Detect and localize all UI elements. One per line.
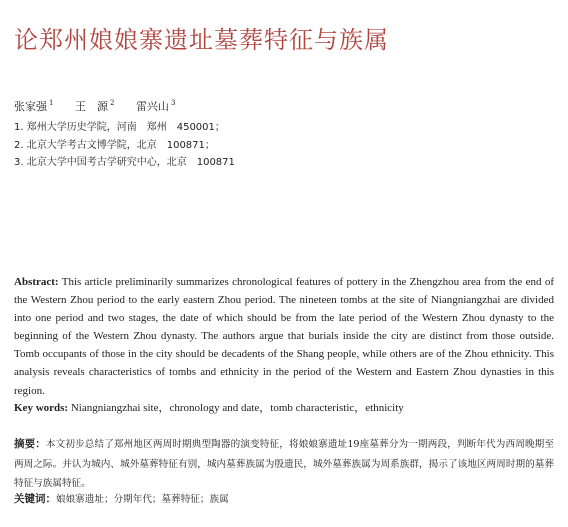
chinese-abstract-text: 本文初步总结了郑州地区两周时期典型陶器的演变特征，将娘娘寨遗址19座墓葬分为一期两段，判断年代为西周晚期至两周之际。并认为城内、城外墓葬特征有别，城内墓葬族属为殷遗民，城外墓葬族属为周系族群，揭示了该地区两周时期的墓葬特征与族属特征。 xyxy=(14,439,554,489)
author-list xyxy=(14,98,193,114)
affiliation: 1. 郑州大学历史学院，河南 郑州 450001； xyxy=(14,122,225,133)
paper-title: 论郑州娘娘寨遗址墓葬特征与族属 xyxy=(14,26,389,54)
affiliation-list xyxy=(14,119,554,172)
english-abstract xyxy=(14,273,554,400)
english-abstract-text: This article preliminarily summarizes chronological features of pottery in the Zhengzhou area from the end of the Western Zhou period to the early eastern Zhou period. The nineteen tombs at the site of Niangniangzhai are divided into one period and two stages, the date of which should be from the late period of the Western Zhou dynasty to the beginning of the Western Zhou dynasty. The authors argue that burials inside the city are distinct from those outside. Tomb occupants of those in the city should be decadents of the Shang people, while others are of the Zhou ethnicity. This analysis reveals characteristics of tombs and ethnicity in the period of the Western and Eastern Zhou dynasties in this region. xyxy=(14,276,554,397)
affiliation: 3. 北京大学中国考古学研究中心，北京 100871 xyxy=(14,157,235,168)
english-keywords-text: Niangniangzhai site，chronology and date，tomb characteristic，ethnicity xyxy=(70,402,404,414)
author-affiliation-mark: 2 xyxy=(109,99,115,108)
author-affiliation-mark: 3 xyxy=(170,99,176,108)
chinese-abstract xyxy=(14,435,554,494)
affiliation: 2. 北京大学考古文博学院，北京 100871； xyxy=(14,139,215,151)
author xyxy=(14,100,53,113)
author-affiliation-mark: 1 xyxy=(49,99,54,108)
author-name: 王 源 xyxy=(74,100,108,113)
chinese-keywords xyxy=(14,490,554,509)
english-keywords-label: Key words: xyxy=(14,402,69,414)
author xyxy=(136,100,175,113)
author-name: 张家强 xyxy=(14,100,47,113)
chinese-keywords-label: 关键词： xyxy=(14,493,56,505)
english-keywords xyxy=(14,399,554,417)
author xyxy=(75,100,114,113)
author-name: 雷兴山 xyxy=(135,100,169,113)
chinese-abstract-label: 摘要： xyxy=(14,438,46,450)
chinese-keywords-text: 娘娘寨遗址；分期年代；墓葬特征；族属 xyxy=(56,494,229,505)
english-abstract-label: Abstract: xyxy=(14,276,59,288)
